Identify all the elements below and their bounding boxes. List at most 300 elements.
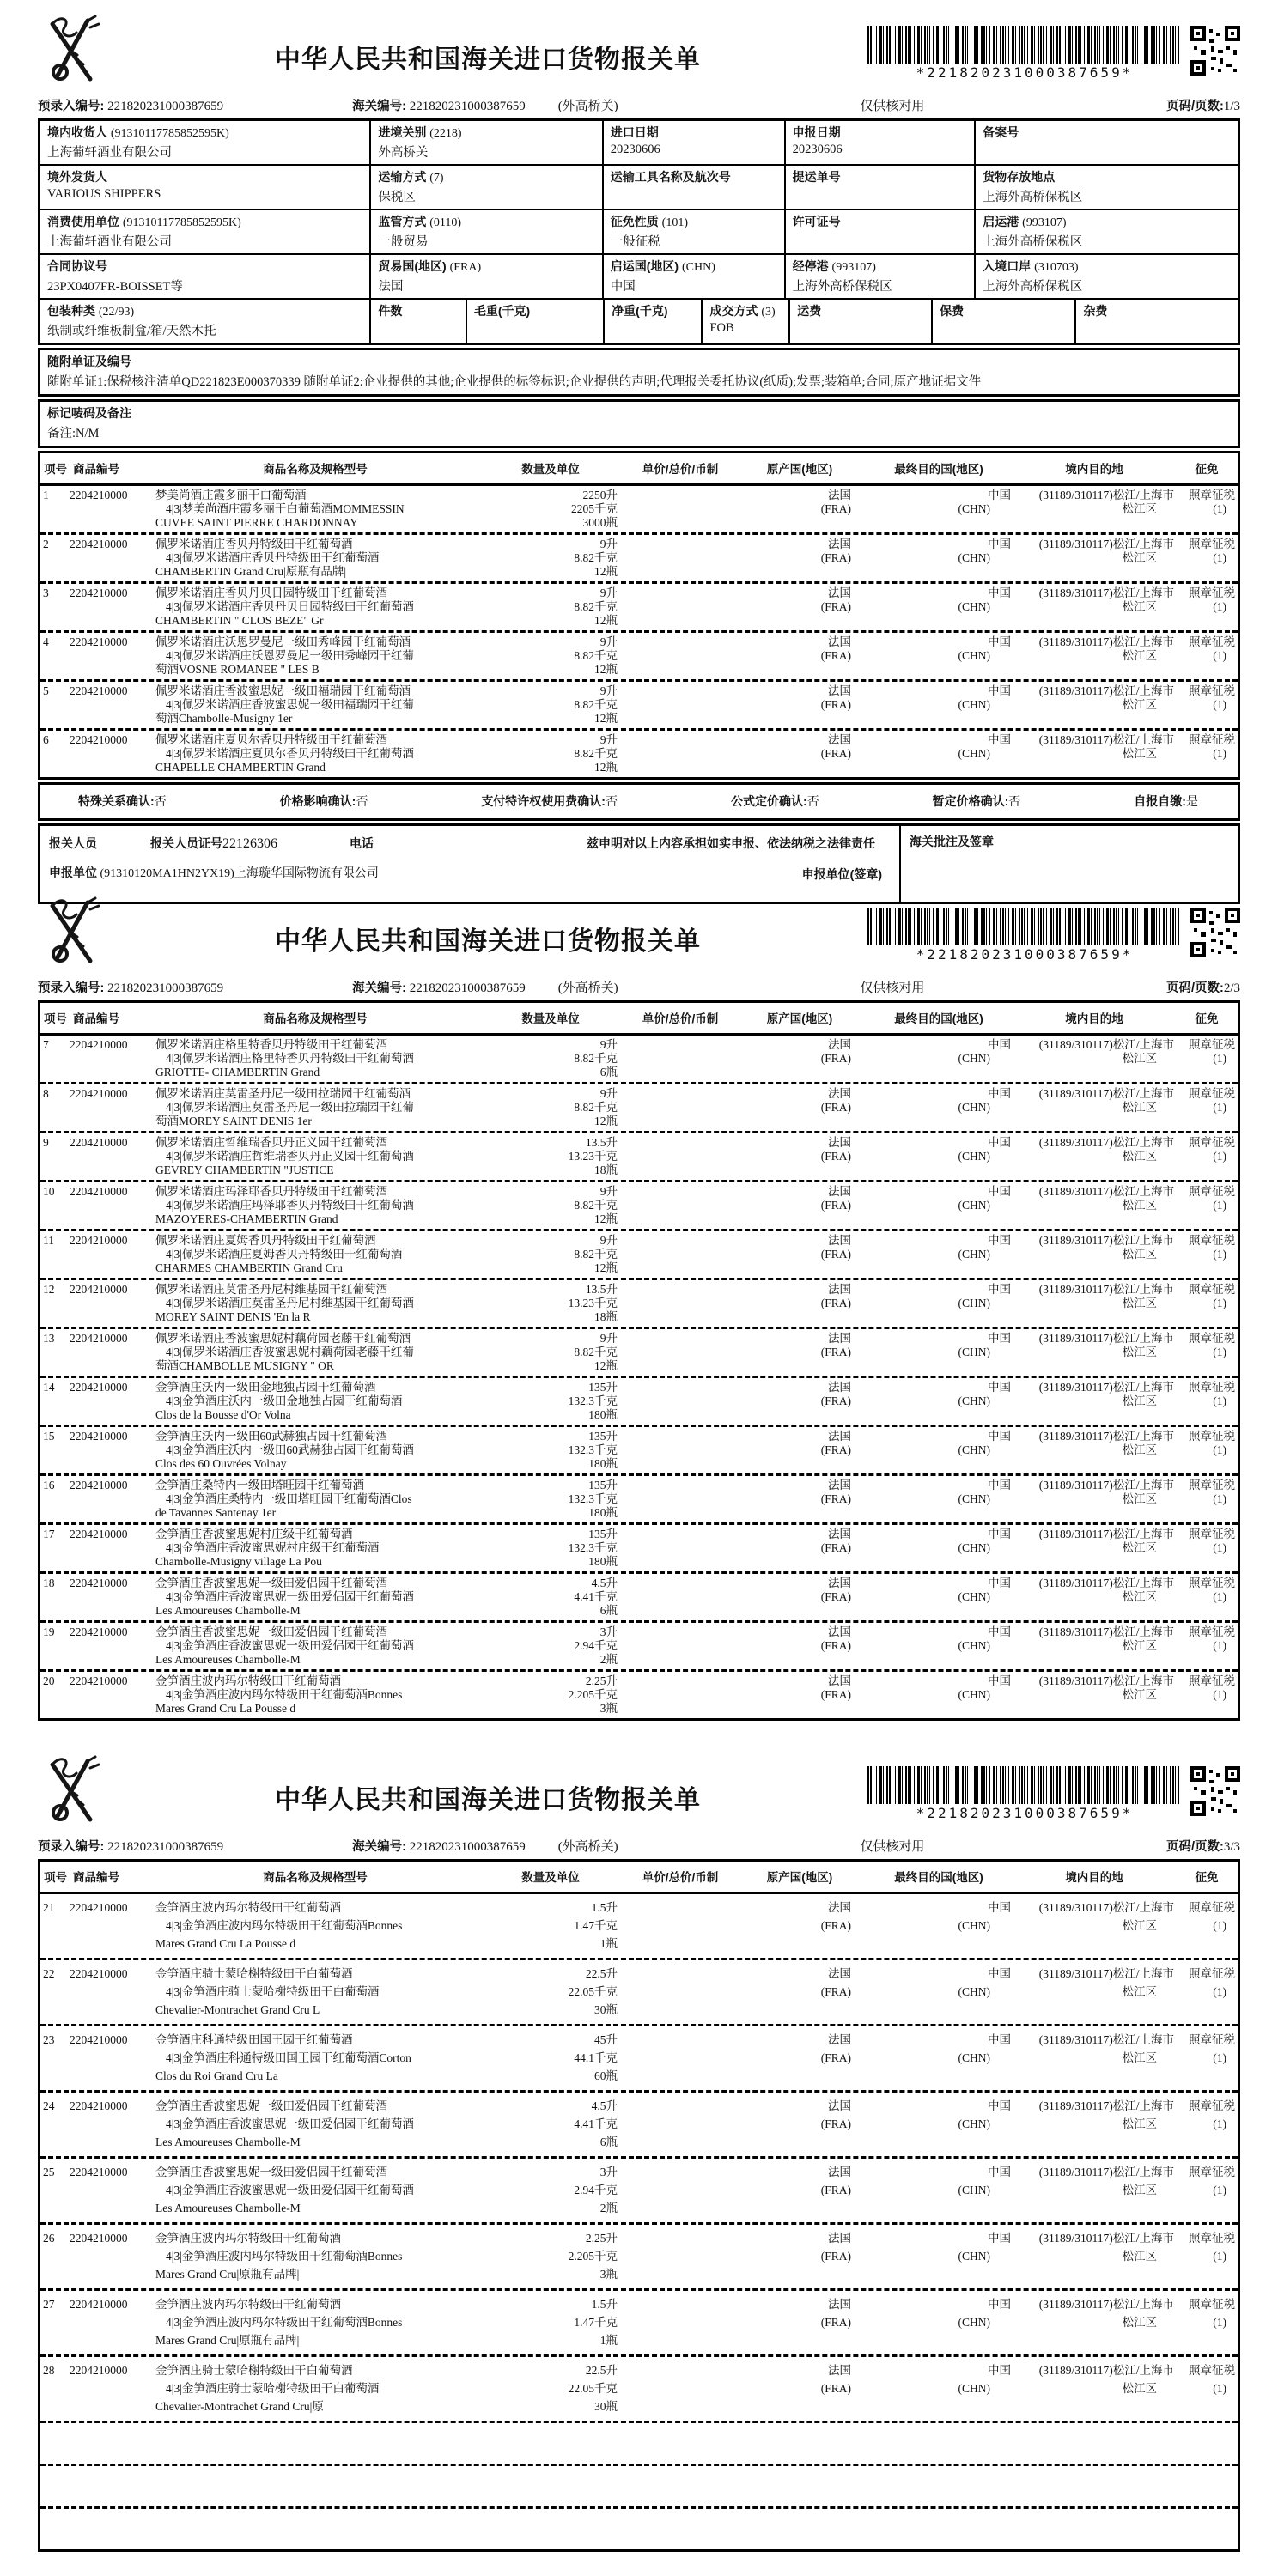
item-levy-mode: 照章征税 (1) (1189, 2298, 1235, 2329)
item-hs-code: 2204210000 (70, 1901, 128, 1914)
goods-row (40, 581, 1238, 630)
confirm-item: 价格影响确认:否 (279, 794, 368, 809)
item-levy-mode: 照章征税 (1) (1189, 1136, 1235, 1163)
item-origin-country: 法国 (FRA) (820, 2364, 851, 2395)
field-net-weight: 净重(千克) (603, 300, 701, 343)
confirm-item: 暂定价格确认:否 (932, 794, 1021, 809)
item-name: 佩罗米诺酒庄格里特香贝丹特级田干红葡萄酒 4|3|佩罗米诺酒庄格里特香贝丹特级田干红葡萄酒 GRIOTTE- CHAMBERTIN Grand (155, 1038, 414, 1078)
item-price (626, 1136, 734, 1177)
item-destination-country: 中国 (CHN) (958, 2232, 1011, 2263)
item-quantity: 9升 8.82千克 12瓶 (574, 1332, 618, 1372)
item-hs-code: 2204210000 (70, 489, 128, 501)
goods-row (40, 2024, 1238, 2090)
item-hs-code: 2204210000 (70, 1185, 128, 1198)
item-domestic-destination: (31189/310117)松江/上海市 松江区 (1038, 1967, 1174, 1998)
item-hs-code: 2204210000 (70, 586, 128, 599)
item-no: 13 (43, 1332, 55, 1345)
item-levy-mode: 照章征税 (1) (1189, 538, 1235, 564)
item-no: 24 (43, 2099, 55, 2112)
declarant-info (49, 835, 568, 895)
item-domestic-destination: (31189/310117)松江/上海市 松江区 (1038, 586, 1174, 613)
item-hs-code: 2204210000 (70, 1332, 128, 1345)
item-name: 佩罗米诺酒庄夏姆香贝丹特级田干红葡萄酒 4|3|佩罗米诺酒庄夏姆香贝丹特级田干红葡萄酒 CHARMES CHAMBERTIN Grand Cru (155, 1234, 403, 1274)
item-price (626, 1038, 734, 1079)
item-destination-country: 中国 (CHN) (958, 586, 1011, 613)
item-no: 8 (43, 1087, 49, 1100)
item-name: 金笋酒庄波内玛尔特级田干红葡萄酒 4|3|金笋酒庄波内玛尔特级田干红葡萄酒Bonnes Mares Grand Cru|原瓶有品牌| (155, 2298, 403, 2347)
check-only-note: 仅供核对用 (860, 981, 925, 995)
item-origin-country: 法国 (FRA) (820, 1185, 851, 1212)
item-hs-code: 2204210000 (70, 2033, 128, 2046)
check-only-note: 仅供核对用 (860, 1840, 925, 1854)
customs-number: 海关编号: 221820231000387659 (352, 981, 526, 995)
goods-row (40, 1278, 1238, 1327)
declaration-form (38, 118, 1240, 345)
declare-unit: 申报单位 (91310120MA1HN2YX19)上海璇华国际物流有限公司 (49, 866, 379, 880)
item-origin-country: 法国 (FRA) (820, 2099, 851, 2130)
field-packing-type: 包装种类 (22/93) 纸制或纤维板制盒/箱/天然木托 (47, 304, 216, 338)
item-quantity: 135升 132.3千克 180瓶 (568, 1528, 618, 1568)
item-price (626, 1087, 734, 1128)
field-departure-port: 启运港 (993107) 上海外高桥保税区 (974, 210, 1238, 253)
document-title: 中华人民共和国海关进口货物报关单 (275, 927, 701, 956)
item-name: 佩罗米诺酒庄莫雷圣丹尼村维基园干红葡萄酒 4|3|佩罗米诺酒庄莫雷圣丹尼村维基园干红葡萄酒 MOREY SAINT DENIS 'En la R (155, 1283, 414, 1323)
truth-statement: 兹申明对以上内容承担如实申报、依法纳税之法律责任 (587, 836, 875, 850)
customs-office: (外高桥关) (557, 981, 618, 995)
document-info-line (38, 1837, 1240, 1855)
field-attached-documents: 随附单证及编号 随附单证1:保税核注清单QD221823E000370339 随附单证2:企业提供的其他;企业提供的标签标识;企业提供的声明;代理报关委托协议(纸质);发票;装箱单;合同;原产地证据文件 (38, 348, 1240, 397)
confirmation-strip (38, 782, 1240, 821)
item-hs-code: 2204210000 (70, 635, 128, 648)
item-domestic-destination: (31189/310117)松江/上海市 松江区 (1038, 1136, 1174, 1163)
goods-table-header: 项号 商品编号 商品名称及规格型号 数量及单位 单价/总价/币制 原产国(地区) 最终目的国(地区) 境内目的地 征免 (40, 453, 1238, 486)
field-record-number: 备案号 (974, 121, 1238, 164)
item-quantity: 9升 8.82千克 12瓶 (574, 733, 618, 774)
item-domestic-destination: (31189/310117)松江/上海市 松江区 (1038, 1038, 1174, 1065)
goods-row (40, 486, 1238, 532)
item-domestic-destination: (31189/310117)松江/上海市 松江区 (1038, 1283, 1174, 1309)
confirm-item: 公式定价确认:否 (730, 794, 819, 809)
item-price (626, 2229, 734, 2283)
customs-emblem-icon (38, 1753, 108, 1830)
item-no: 5 (43, 684, 49, 697)
item-domestic-destination: (31189/310117)松江/上海市 松江区 (1038, 1234, 1174, 1261)
item-domestic-destination: (31189/310117)松江/上海市 松江区 (1038, 2099, 1174, 2130)
item-name: 金笋酒庄科通特级田国王园干红葡萄酒 4|3|金笋酒庄科通特级田国王园干红葡萄酒Corton Clos du Roi Grand Cru La (155, 2033, 411, 2082)
field-consumer-unit: 消费使用单位 (91310117785852595K) 上海葡轩酒业有限公司 (47, 215, 241, 249)
barcode-bars-icon (867, 1766, 1182, 1804)
barcode-bars-icon (867, 26, 1182, 64)
item-levy-mode: 照章征税 (1) (1189, 2099, 1235, 2130)
item-quantity: 9升 8.82千克 12瓶 (574, 586, 618, 627)
goods-row (40, 1894, 1238, 1958)
item-price (626, 2097, 734, 2151)
item-domestic-destination: (31189/310117)松江/上海市 松江区 (1038, 1185, 1174, 1212)
document-info-line (38, 96, 1240, 114)
item-levy-mode: 照章征税 (1) (1189, 2166, 1235, 2196)
item-domestic-destination: (31189/310117)松江/上海市 松江区 (1038, 489, 1174, 515)
item-quantity: 9升 8.82千克 6瓶 (574, 1038, 618, 1078)
page-number: 页码/页数:3/3 (1165, 1840, 1240, 1854)
item-name: 梦美尚酒庄霞多丽干白葡萄酒 4|3|梦美尚酒庄霞多丽干白葡萄酒MOMMESSIN CUVEE SAINT PIERRE CHARDONNAY (155, 489, 405, 529)
item-name: 佩罗米诺酒庄香波蜜思妮村藕荷园老藤干红葡萄酒 4|3|佩罗米诺酒庄香波蜜思妮村藕荷园老藤干红葡 萄酒CHAMBOLLE MUSIGNY " OR (155, 1332, 414, 1372)
item-destination-country: 中国 (CHN) (958, 1967, 1011, 1998)
item-no: 16 (43, 1479, 55, 1492)
item-price (626, 1965, 734, 2019)
item-no: 7 (43, 1038, 49, 1051)
item-origin-country: 法国 (FRA) (820, 1967, 851, 1998)
item-no: 20 (43, 1674, 55, 1687)
item-destination-country: 中国 (CHN) (958, 538, 1011, 564)
goods-row (40, 1082, 1238, 1131)
item-destination-country: 中国 (CHN) (958, 2099, 1011, 2130)
item-origin-country: 法国 (FRA) (820, 733, 851, 760)
item-origin-country: 法国 (FRA) (820, 1381, 851, 1407)
item-origin-country: 法国 (FRA) (820, 2033, 851, 2064)
item-hs-code: 2204210000 (70, 1234, 128, 1247)
item-no: 10 (43, 1185, 55, 1198)
declarant-id: 报关人员证号22126306 (150, 836, 277, 851)
item-levy-mode: 照章征税 (1) (1189, 2232, 1235, 2263)
item-domestic-destination: (31189/310117)松江/上海市 松江区 (1038, 1901, 1174, 1932)
item-no: 4 (43, 635, 49, 648)
page-number: 页码/页数:2/3 (1165, 981, 1240, 995)
item-destination-country: 中国 (CHN) (958, 2033, 1011, 2064)
field-trade-country: 贸易国(地区) (FRA) 法国 (369, 255, 601, 298)
item-quantity: 13.5升 13.23千克 18瓶 (568, 1136, 618, 1176)
item-no: 3 (43, 586, 49, 599)
item-price (626, 489, 734, 530)
item-levy-mode: 照章征税 (1) (1189, 2364, 1235, 2395)
item-destination-country: 中国 (CHN) (958, 1674, 1011, 1701)
item-price (626, 538, 734, 579)
item-price (626, 1185, 734, 1226)
item-hs-code: 2204210000 (70, 538, 128, 550)
item-no: 2 (43, 538, 49, 550)
item-domestic-destination: (31189/310117)松江/上海市 松江区 (1038, 2033, 1174, 2064)
item-name: 佩罗米诺酒庄哲维瑞香贝丹正义园干红葡萄酒 4|3|佩罗米诺酒庄哲维瑞香贝丹正义园干红葡萄酒 GEVREY CHAMBERTIN "JUSTICE (155, 1136, 414, 1176)
item-quantity: 45升 44.1千克 60瓶 (574, 2033, 618, 2082)
item-hs-code: 2204210000 (70, 2166, 128, 2178)
item-levy-mode: 照章征税 (1) (1189, 489, 1235, 515)
item-origin-country: 法国 (FRA) (820, 1430, 851, 1456)
item-quantity: 22.5升 22.05千克 30瓶 (568, 2364, 618, 2413)
item-destination-country: 中国 (CHN) (958, 1479, 1011, 1505)
goods-row (40, 1669, 1238, 1718)
document-info-line (38, 978, 1240, 996)
field-transport-mode: 运输方式 (7) 保税区 (369, 166, 601, 209)
item-domestic-destination: (31189/310117)松江/上海市 松江区 (1038, 2364, 1174, 2395)
item-destination-country: 中国 (CHN) (958, 1625, 1011, 1652)
item-no: 1 (43, 489, 49, 501)
item-destination-country: 中国 (CHN) (958, 684, 1011, 711)
field-levy-nature: 征免性质 (101) 一般征税 (602, 210, 784, 253)
item-hs-code: 2204210000 (70, 1136, 128, 1149)
item-origin-country: 法国 (FRA) (820, 1283, 851, 1309)
statement-block (568, 835, 894, 895)
goods-row (40, 2354, 1238, 2421)
goods-empty-row (40, 2421, 1238, 2464)
item-quantity: 1.5升 1.47千克 1瓶 (574, 2298, 618, 2347)
item-no: 27 (43, 2298, 55, 2311)
item-domestic-destination: (31189/310117)松江/上海市 松江区 (1038, 635, 1174, 662)
field-entry-port: 入境口岸 (310703) 上海外高桥保税区 (974, 255, 1238, 298)
item-origin-country: 法国 (FRA) (820, 1136, 851, 1163)
item-name: 佩罗米诺酒庄沃恩罗曼尼一级田秀峰园干红葡萄酒 4|3|佩罗米诺酒庄沃恩罗曼尼一级田秀峰园干红葡 萄酒VOSNE ROMANEE " LES B (155, 635, 414, 676)
goods-row (40, 1376, 1238, 1425)
barcode-text: *221820231000387659* (916, 1805, 1134, 1821)
goods-table-header: 项号 商品编号 商品名称及规格型号 数量及单位 单价/总价/币制 原产国(地区) 最终目的国(地区) 境内目的地 征免 (40, 1862, 1238, 1894)
item-hs-code: 2204210000 (70, 2232, 128, 2245)
field-misc-fees: 杂费 (1074, 300, 1238, 343)
field-transit-port: 经停港 (993107) 上海外高桥保税区 (784, 255, 975, 298)
item-levy-mode: 照章征税 (1) (1189, 1967, 1235, 1998)
item-hs-code: 2204210000 (70, 684, 128, 697)
item-no: 17 (43, 1528, 55, 1540)
item-levy-mode: 照章征税 (1) (1189, 1185, 1235, 1212)
field-overseas-shipper: 境外发货人 VARIOUS SHIPPERS (47, 170, 161, 201)
item-hs-code: 2204210000 (70, 2298, 128, 2311)
pre-entry-number: 预录入编号: 221820231000387659 (38, 100, 224, 113)
customs-notes-cell: 海关批注及签章 (910, 835, 994, 848)
item-name: 金笋酒庄桑特内一级田塔旺园干红葡萄酒 4|3|金笋酒庄桑特内一级田塔旺园干红葡萄酒Clos de Tavannes Santenay 1er (155, 1479, 412, 1519)
item-no: 11 (43, 1234, 54, 1247)
item-no: 19 (43, 1625, 55, 1638)
goods-row (40, 1425, 1238, 1473)
item-levy-mode: 照章征税 (1) (1189, 1283, 1235, 1309)
goods-row (40, 1620, 1238, 1669)
item-price (626, 1479, 734, 1520)
item-price (626, 2361, 734, 2415)
item-quantity: 2.25升 2.205千克 3瓶 (568, 2232, 618, 2281)
item-name: 金笋酒庄波内玛尔特级田干红葡萄酒 4|3|金笋酒庄波内玛尔特级田干红葡萄酒Bonnes Mares Grand Cru La Pousse d (155, 1674, 403, 1715)
item-origin-country: 法国 (FRA) (820, 538, 851, 564)
item-no: 14 (43, 1381, 55, 1394)
item-origin-country: 法国 (FRA) (820, 1674, 851, 1701)
item-hs-code: 2204210000 (70, 1479, 128, 1492)
barcode (867, 26, 1182, 81)
item-destination-country: 中国 (CHN) (958, 635, 1011, 662)
barcode-bars-icon (867, 908, 1182, 945)
goods-row (40, 2156, 1238, 2222)
item-levy-mode: 照章征税 (1) (1189, 586, 1235, 613)
item-destination-country: 中国 (CHN) (958, 1185, 1011, 1212)
goods-row (40, 630, 1238, 679)
item-name: 佩罗米诺酒庄香波蜜思妮一级田福瑞园干红葡萄酒 4|3|佩罗米诺酒庄香波蜜思妮一级田福瑞园干红葡 萄酒Chambolle-Musigny 1er (155, 684, 414, 725)
check-only-note: 仅供核对用 (860, 100, 925, 113)
field-storage-place: 货物存放地点 上海外高桥保税区 (974, 166, 1238, 209)
qr-code-icon (1190, 1766, 1240, 1816)
item-name: 金笋酒庄波内玛尔特级田干红葡萄酒 4|3|金笋酒庄波内玛尔特级田干红葡萄酒Bonnes Mares Grand Cru La Pousse d (155, 1901, 403, 1950)
item-hs-code: 2204210000 (70, 1087, 128, 1100)
item-levy-mode: 照章征税 (1) (1189, 1332, 1235, 1358)
item-levy-mode: 照章征税 (1) (1189, 635, 1235, 662)
declarant-label: 报关人员 (49, 836, 97, 850)
declaration-page-1 (0, 0, 1278, 881)
goods-row (40, 1131, 1238, 1180)
barcode-text: *221820231000387659* (916, 946, 1134, 963)
goods-table (38, 451, 1240, 780)
item-quantity: 2250升 2205千克 3000瓶 (571, 489, 618, 529)
item-origin-country: 法国 (FRA) (820, 1332, 851, 1358)
field-freight: 运费 (788, 300, 931, 343)
item-domestic-destination: (31189/310117)松江/上海市 松江区 (1038, 733, 1174, 760)
pre-entry-number: 预录入编号: 221820231000387659 (38, 981, 224, 995)
customs-emblem-icon (38, 12, 108, 89)
item-domestic-destination: (31189/310117)松江/上海市 松江区 (1038, 2232, 1174, 2263)
item-destination-country: 中国 (CHN) (958, 1038, 1011, 1065)
item-domestic-destination: (31189/310117)松江/上海市 松江区 (1038, 1577, 1174, 1603)
item-hs-code: 2204210000 (70, 1528, 128, 1540)
item-quantity: 9升 8.82千克 12瓶 (574, 635, 618, 676)
confirm-item: 特殊关系确认:否 (78, 794, 167, 809)
goods-empty-row (40, 2506, 1238, 2549)
item-destination-country: 中国 (CHN) (958, 1901, 1011, 1932)
item-levy-mode: 照章征税 (1) (1189, 733, 1235, 760)
item-price (626, 1332, 734, 1373)
item-origin-country: 法国 (FRA) (820, 489, 851, 515)
item-levy-mode: 照章征税 (1) (1189, 1381, 1235, 1407)
item-price (626, 684, 734, 726)
item-hs-code: 2204210000 (70, 1674, 128, 1687)
item-hs-code: 2204210000 (70, 1967, 128, 1980)
item-domestic-destination: (31189/310117)松江/上海市 松江区 (1038, 684, 1174, 711)
item-name: 佩罗米诺酒庄香贝丹特级田干红葡萄酒 4|3|佩罗米诺酒庄香贝丹特级田干红葡萄酒 CHAMBERTIN Grand Cru|原瓶有品牌| (155, 538, 380, 578)
goods-row (40, 1571, 1238, 1620)
unit-signature-label: 申报单位(签章) (801, 867, 882, 881)
field-declare-date: 申报日期 20230606 (784, 121, 975, 164)
item-price (626, 635, 734, 677)
item-levy-mode: 照章征税 (1) (1189, 1528, 1235, 1554)
item-origin-country: 法国 (FRA) (820, 1038, 851, 1065)
item-no: 6 (43, 733, 49, 746)
item-origin-country: 法国 (FRA) (820, 2232, 851, 2263)
item-origin-country: 法国 (FRA) (820, 1901, 851, 1932)
customs-office: (外高桥关) (557, 100, 618, 113)
item-quantity: 2.25升 2.205千克 3瓶 (568, 1674, 618, 1715)
customs-number: 海关编号: 221820231000387659 (352, 1840, 526, 1854)
item-levy-mode: 照章征税 (1) (1189, 1087, 1235, 1114)
item-origin-country: 法国 (FRA) (820, 1234, 851, 1261)
page-header (38, 12, 1240, 89)
field-departure-country: 启运国(地区) (CHN) 中国 (602, 255, 784, 298)
item-price (626, 1234, 734, 1275)
goods-row (40, 2288, 1238, 2354)
item-origin-country: 法国 (FRA) (820, 635, 851, 662)
item-price (626, 1528, 734, 1569)
item-name: 金笋酒庄波内玛尔特级田干红葡萄酒 4|3|金笋酒庄波内玛尔特级田干红葡萄酒Bonnes Mares Grand Cru|原瓶有品牌| (155, 2232, 403, 2281)
item-destination-country: 中国 (CHN) (958, 1528, 1011, 1554)
item-hs-code: 2204210000 (70, 733, 128, 746)
item-price (626, 1430, 734, 1471)
item-levy-mode: 照章征税 (1) (1189, 1674, 1235, 1701)
item-quantity: 9升 8.82千克 12瓶 (574, 1087, 618, 1127)
item-domestic-destination: (31189/310117)松江/上海市 松江区 (1038, 1087, 1174, 1114)
item-quantity: 135升 132.3千克 180瓶 (568, 1430, 618, 1470)
field-insurance: 保费 (931, 300, 1074, 343)
item-no: 26 (43, 2232, 55, 2245)
item-origin-country: 法国 (FRA) (820, 1479, 851, 1505)
goods-table-header: 项号 商品编号 商品名称及规格型号 数量及单位 单价/总价/币制 原产国(地区) 最终目的国(地区) 境内目的地 征免 (40, 1003, 1238, 1036)
item-no: 21 (43, 1901, 55, 1914)
pre-entry-number: 预录入编号: 221820231000387659 (38, 1840, 224, 1854)
item-destination-country: 中国 (CHN) (958, 1577, 1011, 1603)
field-import-date: 进口日期 20230606 (602, 121, 784, 164)
field-consignee: 境内收货人 (91310117785852595K) 上海葡轩酒业有限公司 (47, 125, 229, 160)
field-transaction-mode: 成交方式 (3) FOB (701, 300, 788, 343)
item-price (626, 2295, 734, 2349)
item-destination-country: 中国 (CHN) (958, 1430, 1011, 1456)
customs-office: (外高桥关) (557, 1840, 618, 1854)
item-quantity: 9升 8.82千克 12瓶 (574, 1234, 618, 1274)
item-name: 金笋酒庄骑士蒙哈榭特级田干白葡萄酒 4|3|金笋酒庄骑士蒙哈榭特级田干白葡萄酒 Chevalier-Montrachet Grand Cru|原 (155, 2364, 380, 2413)
item-destination-country: 中国 (CHN) (958, 2364, 1011, 2395)
item-price (626, 1674, 734, 1716)
item-destination-country: 中国 (CHN) (958, 489, 1011, 515)
barcode (867, 1766, 1182, 1821)
item-price (626, 2031, 734, 2085)
item-domestic-destination: (31189/310117)松江/上海市 松江区 (1038, 538, 1174, 564)
item-quantity: 3升 2.94千克 2瓶 (574, 2166, 618, 2215)
declaration-footer (38, 823, 1240, 904)
goods-row (40, 2222, 1238, 2288)
item-origin-country: 法国 (FRA) (820, 1625, 851, 1652)
item-domestic-destination: (31189/310117)松江/上海市 松江区 (1038, 1528, 1174, 1554)
item-name: 金笋酒庄香波蜜思妮一级田爱侣园干红葡萄酒 4|3|金笋酒庄香波蜜思妮一级田爱侣园干红葡萄酒 Les Amoureuses Chambolle-M (155, 2099, 414, 2148)
item-name: 佩罗米诺酒庄莫雷圣丹尼一级田拉瑞园干红葡萄酒 4|3|佩罗米诺酒庄莫雷圣丹尼一级田拉瑞园干红葡 萄酒MOREY SAINT DENIS 1er (155, 1087, 414, 1127)
item-price (626, 1381, 734, 1422)
document-title: 中华人民共和国海关进口货物报关单 (275, 1786, 701, 1814)
item-hs-code: 2204210000 (70, 1381, 128, 1394)
item-domestic-destination: (31189/310117)松江/上海市 松江区 (1038, 1625, 1174, 1652)
item-domestic-destination: (31189/310117)松江/上海市 松江区 (1038, 1674, 1174, 1701)
item-destination-country: 中国 (CHN) (958, 1283, 1011, 1309)
barcode-text: *221820231000387659* (916, 64, 1134, 81)
customs-emblem-icon (38, 894, 108, 971)
item-no: 18 (43, 1577, 55, 1589)
item-quantity: 4.5升 4.41千克 6瓶 (574, 2099, 618, 2148)
goods-table (38, 1000, 1240, 1721)
item-quantity: 4.5升 4.41千克 6瓶 (574, 1577, 618, 1617)
item-destination-country: 中国 (CHN) (958, 2166, 1011, 2196)
item-price (626, 2163, 734, 2217)
item-origin-country: 法国 (FRA) (820, 2298, 851, 2329)
item-origin-country: 法国 (FRA) (820, 586, 851, 613)
page-header (38, 1753, 1240, 1830)
item-name: 金笋酒庄香波蜜思妮一级田爱侣园干红葡萄酒 4|3|金笋酒庄香波蜜思妮一级田爱侣园干红葡萄酒 Les Amoureuses Chambolle-M (155, 1577, 414, 1617)
goods-empty-row (40, 2464, 1238, 2506)
field-gross-weight: 毛重(千克) (466, 300, 603, 343)
goods-row (40, 532, 1238, 581)
goods-row (40, 679, 1238, 728)
goods-row (40, 2090, 1238, 2156)
item-no: 15 (43, 1430, 55, 1443)
barcode (867, 908, 1182, 963)
item-domestic-destination: (31189/310117)松江/上海市 松江区 (1038, 2298, 1174, 2329)
item-quantity: 1.5升 1.47千克 1瓶 (574, 1901, 618, 1950)
goods-row (40, 728, 1238, 777)
item-quantity: 9升 8.82千克 12瓶 (574, 1185, 618, 1225)
item-hs-code: 2204210000 (70, 1577, 128, 1589)
item-price (626, 586, 734, 628)
item-name: 金笋酒庄香波蜜思妮一级田爱侣园干红葡萄酒 4|3|金笋酒庄香波蜜思妮一级田爱侣园干红葡萄酒 Les Amoureuses Chambolle-M (155, 2166, 414, 2215)
goods-row (40, 1473, 1238, 1522)
customs-number: 海关编号: 221820231000387659 (352, 100, 526, 113)
confirm-item: 自报自缴:是 (1134, 794, 1198, 809)
item-levy-mode: 照章征税 (1) (1189, 1234, 1235, 1261)
item-domestic-destination: (31189/310117)松江/上海市 松江区 (1038, 2166, 1174, 2196)
item-quantity: 3升 2.94千克 2瓶 (574, 1625, 618, 1666)
